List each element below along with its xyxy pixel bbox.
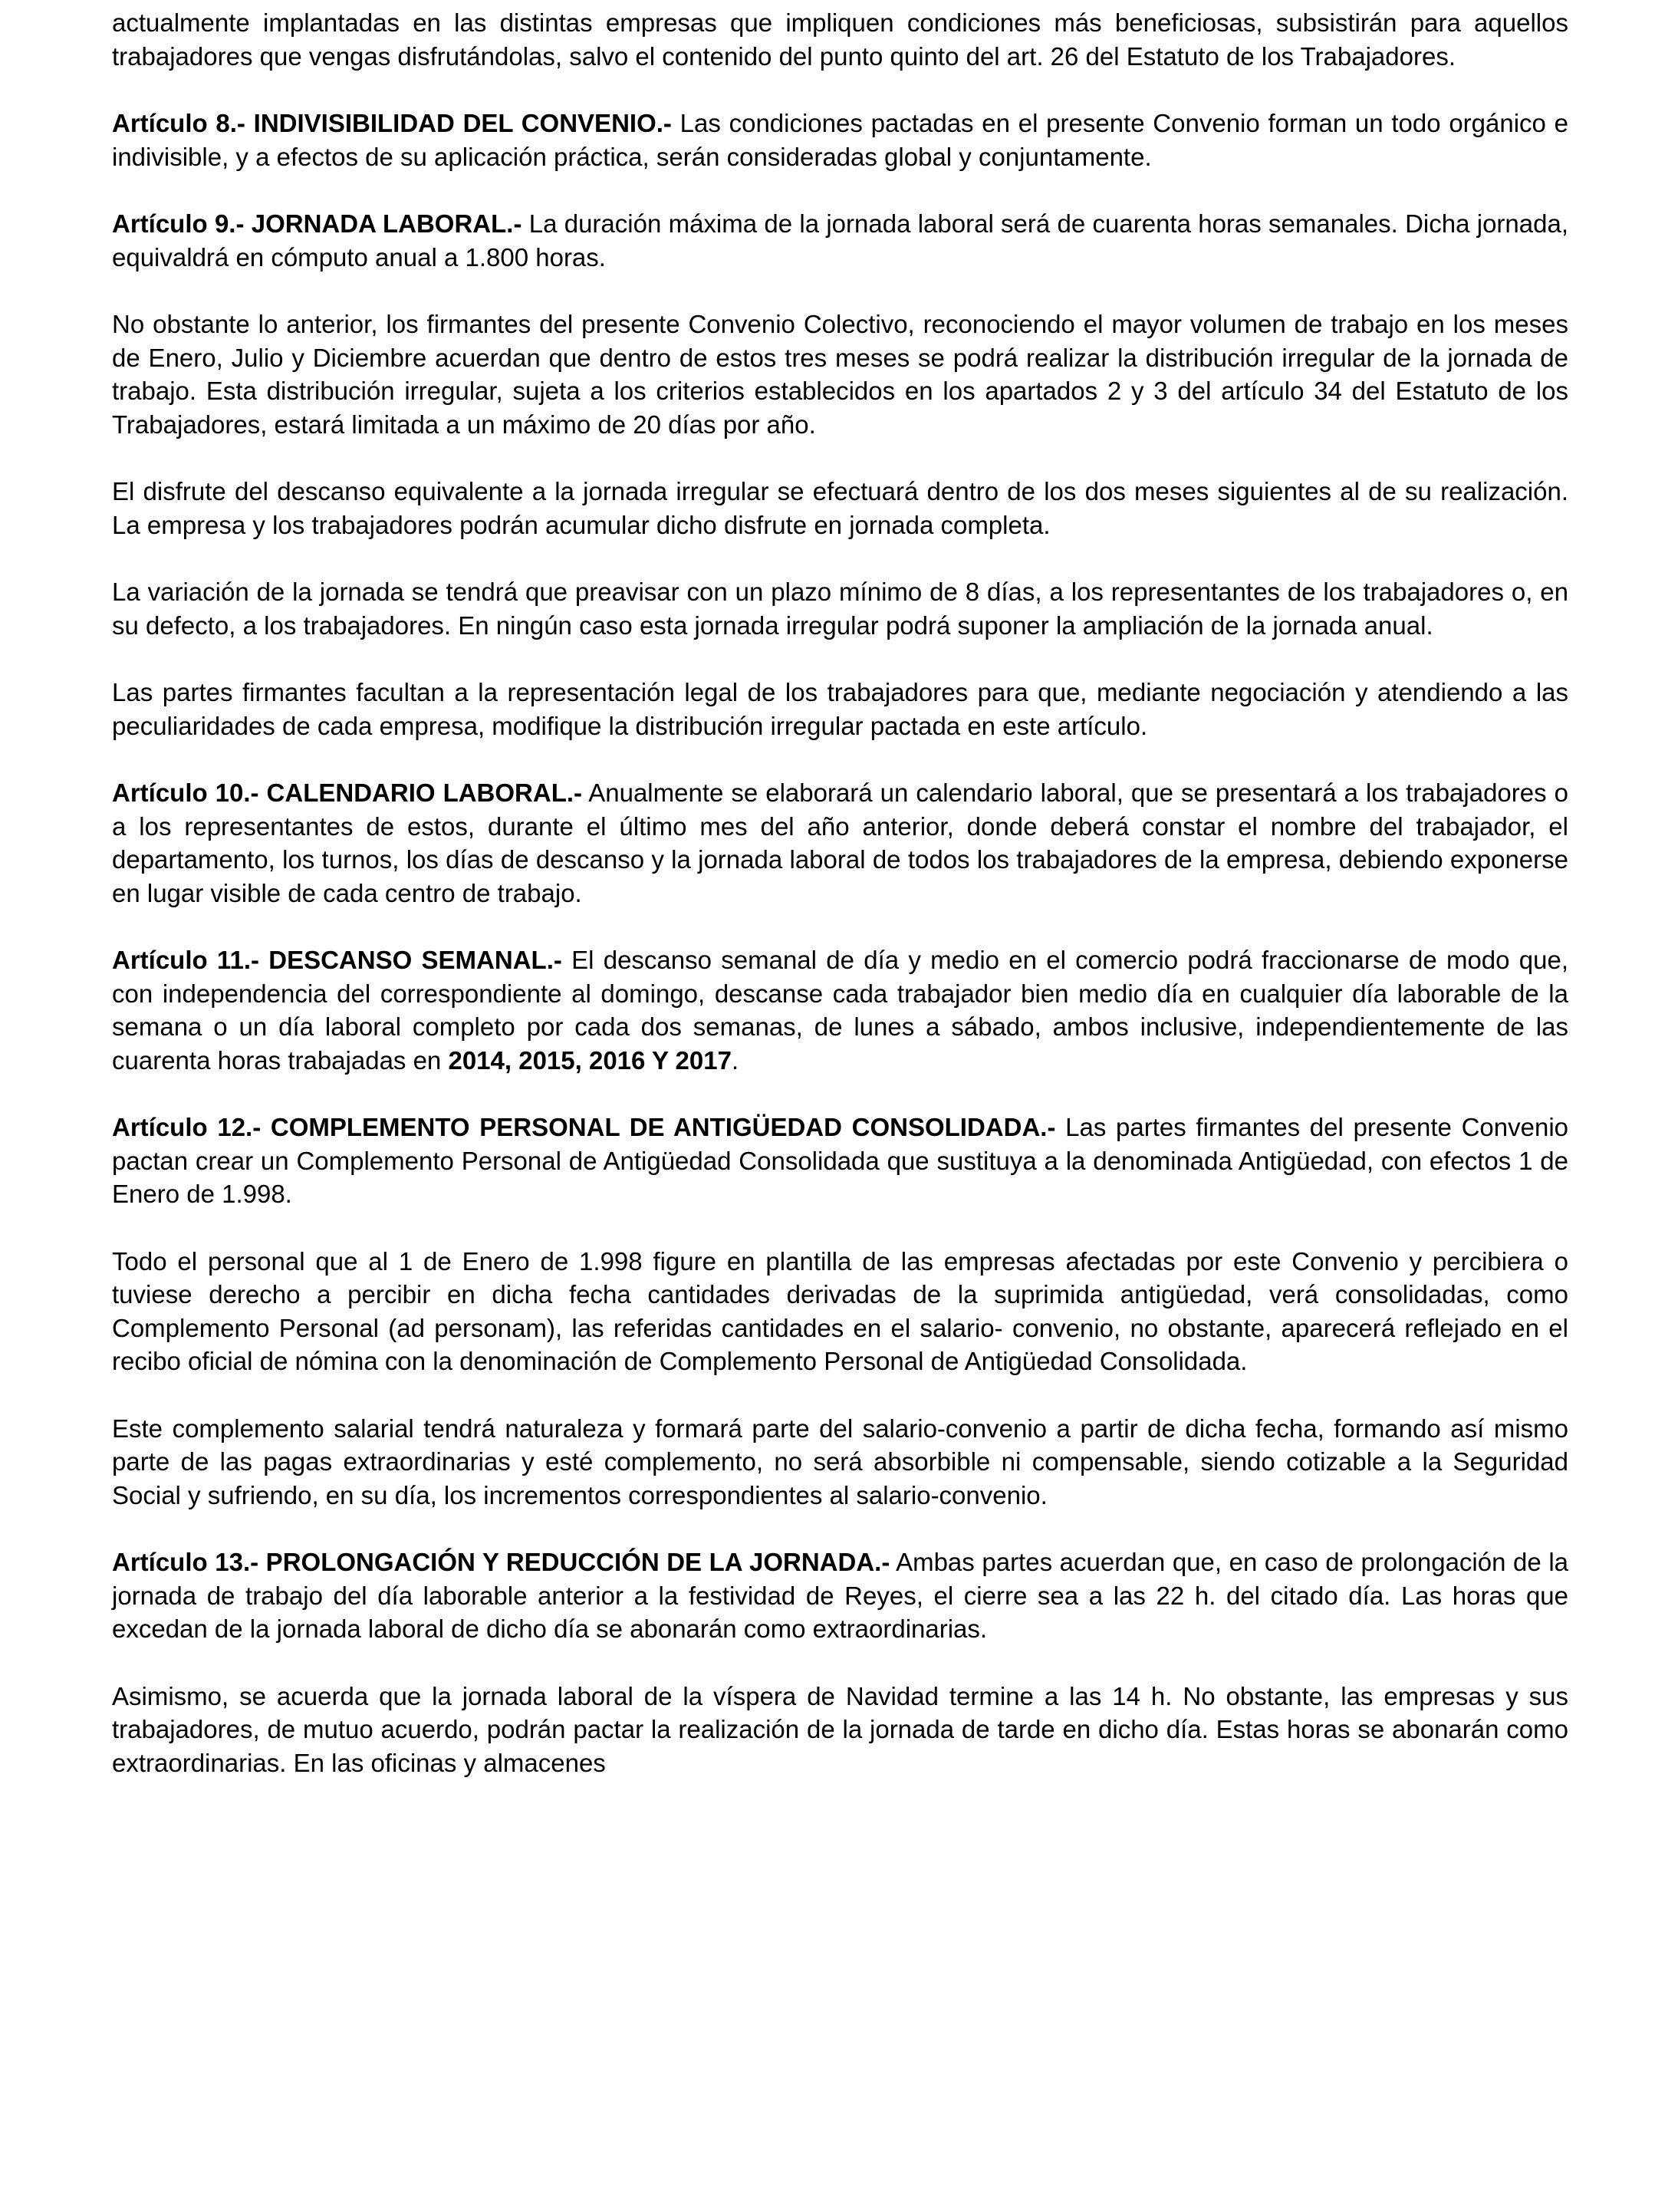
paragraph	[112, 107, 1568, 173]
article-heading: Artículo 13.- PROLONGACIÓN Y REDUCCIÓN DE LA JORNADA.-	[112, 1548, 890, 1576]
paragraph-text: actualmente implantadas en las distintas empresas que impliquen condiciones más beneficiosas, subsistirán para aquellos trabajadores que vengas disfrutándolas, salvo el contenido del punto quinto del art. 26 del Estatuto de los Trabajadores.	[112, 8, 1568, 71]
paragraph	[112, 6, 1568, 73]
paragraph-text: El disfrute del descanso equivalente a la jornada irregular se efectuará dentro de los dos meses siguientes al de su realización. La empresa y los trabajadores podrán acumular dicho disfrute en jornada completa.	[112, 477, 1568, 539]
paragraph	[112, 475, 1568, 541]
paragraph	[112, 676, 1568, 742]
paragraph	[112, 1111, 1568, 1211]
paragraph-text: Este complemento salarial tendrá naturaleza y formará parte del salario-convenio a partir de dicha fecha, formando así mismo parte de las pagas extraordinarias y esté complemento, no será absorbible ni compensable, siendo cotizable a la Seguridad Social y sufriendo, en su día, los incrementos correspondientes al salario-convenio.	[112, 1414, 1568, 1509]
paragraph	[112, 1412, 1568, 1513]
paragraph-text: Anualmente se elaborará un calendario laboral, que se presentará a los trabajadores o a los representantes de estos, durante el último mes del año anterior, donde deberá constar el nombre del trabajador, el departamento, los turnos, los días de descanso y la jornada laboral de todos los trabajadores de la empresa, debiendo exponerse en lugar visible de cada centro de trabajo.	[112, 778, 1568, 907]
paragraph-text: Las partes firmantes facultan a la representación legal de los trabajadores para que, mediante negociación y atendiendo a las peculiaridades de cada empresa, modifique la distribución irregular pactada en este artículo.	[112, 678, 1568, 740]
paragraph	[112, 207, 1568, 274]
paragraph-text: La variación de la jornada se tendrá que preavisar con un plazo mínimo de 8 días, a los representantes de los trabajadores o, en su defecto, a los trabajadores. En ningún caso esta jornada irregular podrá suponer la ampliación de la jornada anual.	[112, 578, 1568, 640]
paragraph-text: Las condiciones pactadas en el presente Convenio forman un todo orgánico e indivisible, y a efectos de su aplicación práctica, serán consideradas global y conjuntamente.	[112, 109, 1569, 171]
paragraph	[112, 575, 1568, 642]
paragraph	[112, 1545, 1568, 1646]
article-heading: Artículo 8.- INDIVISIBILIDAD DEL CONVENIO.-	[112, 109, 672, 137]
article-heading: Artículo 9.- JORNADA LABORAL.-	[112, 209, 522, 238]
paragraph-text: El descanso semanal de día y medio en el comercio podrá fraccionarse de modo que, con independencia del correspondiente al domingo, descanse cada trabajador bien medio día en cualquier día laborable de la semana o un día laboral completo por cada dos semanas, de lunes a sábado, ambos inclusive, independientemente de las cuarenta horas trabajadas en	[112, 946, 1568, 1075]
paragraph	[112, 776, 1568, 910]
paragraph-text: La duración máxima de la jornada laboral será de cuarenta horas semanales. Dicha jornada, equivaldrá en cómputo anual a 1.800 horas.	[112, 209, 1568, 272]
paragraph-text: Asimismo, se acuerda que la jornada laboral de la víspera de Navidad termine a las 14 h. No obstante, las empresas y sus trabajadores, de mutuo acuerdo, podrán pactar la realización de la jornada de tarde en dicho día. Estas horas se abonarán como extraordinarias. En las oficinas y almacenes	[112, 1681, 1568, 1777]
paragraph-text: Todo el personal que al 1 de Enero de 1.998 figure en plantilla de las empresas afectadas por este Convenio y percibiera o tuviese derecho a percibir en dicha fecha cantidades derivadas de la suprimida antigüedad, verá consolidadas, como Complemento Personal (ad personam), las referidas cantidades en el salario- convenio, no obstante, aparecerá reflejado en el recibo oficial de nómina con la denominación de Complemento Personal de Antigüedad Consolidada.	[112, 1246, 1568, 1375]
article-heading: Artículo 10.- CALENDARIO LABORAL.-	[112, 778, 583, 807]
paragraph	[112, 943, 1568, 1077]
bold-text: 2014, 2015, 2016 Y 2017	[448, 1045, 732, 1075]
paragraph	[112, 1680, 1568, 1780]
paragraph-text: No obstante lo anterior, los firmantes del presente Convenio Colectivo, reconociendo el mayor volumen de trabajo en los meses de Enero, Julio y Diciembre acuerdan que dentro de estos tres meses se podrá realizar la distribución irregular de la jornada de trabajo. Esta distribución irregular, sujeta a los criterios establecidos en los apartados 2 y 3 del artículo 34 del Estatuto de los Trabajadores, estará limitada a un máximo de 20 días por año.	[112, 310, 1568, 439]
paragraph	[112, 308, 1568, 441]
paragraph-text: Ambas partes acuerdan que, en caso de prolongación de la jornada de trabajo del día laborable anterior a la festividad de Reyes, el cierre sea a las 22 h. del citado día. Las horas que excedan de la jornada laboral de dicho día se abonarán como extraordinarias.	[112, 1548, 1568, 1643]
article-heading: Artículo 12.- COMPLEMENTO PERSONAL DE ANTIGÜEDAD CONSOLIDADA.-	[112, 1113, 1056, 1141]
paragraph	[112, 1245, 1568, 1378]
paragraph-text: .	[731, 1045, 739, 1075]
paragraph-text: Las partes firmantes del presente Convenio pactan crear un Complemento Personal de Antigüedad Consolidada que sustituya a la denominada Antigüedad, con efectos 1 de Enero de 1.998.	[112, 1113, 1568, 1208]
article-heading: Artículo 11.- DESCANSO SEMANAL.-	[112, 946, 562, 974]
